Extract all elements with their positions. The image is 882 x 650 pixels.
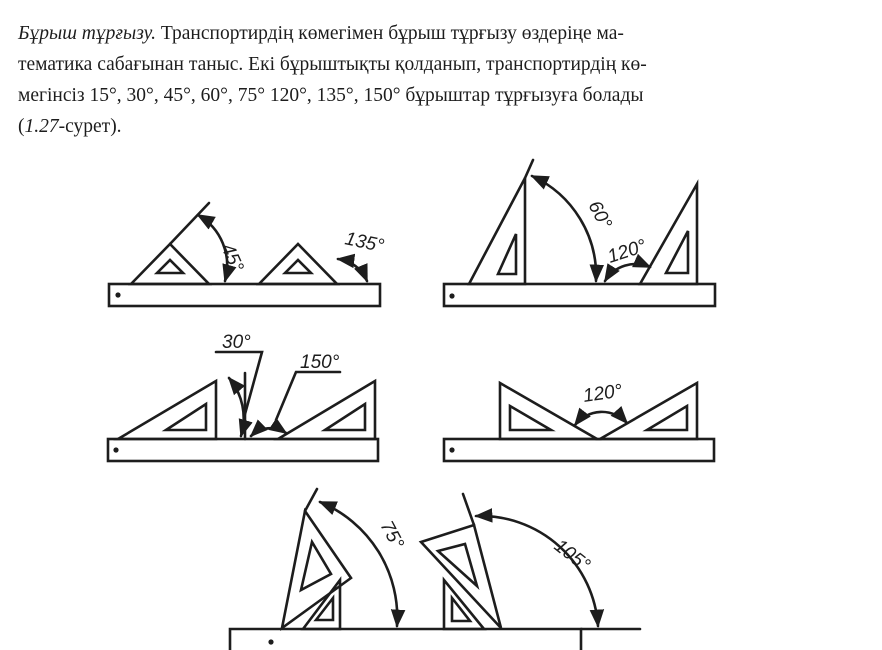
paragraph-line-3: мегінсіз 15°, 30°, 45°, 60°, 75° 120°, 135°, 150° бұрыштар тұрғызуға болады	[18, 85, 644, 106]
set-square-window	[301, 542, 331, 590]
ruler	[230, 629, 581, 650]
angle-arc	[251, 428, 286, 436]
ruler	[109, 284, 380, 306]
set-square	[421, 525, 501, 628]
ruler	[444, 284, 715, 306]
construction-line	[305, 489, 317, 511]
figure-reference: 1.27	[24, 116, 59, 137]
angle-label-30: 30°	[222, 332, 251, 353]
angle-label-120: 120°	[605, 235, 649, 268]
panel-30-150	[108, 332, 378, 461]
ruler-hole	[449, 293, 454, 298]
angle-arc	[338, 259, 367, 281]
panel-45-135	[109, 203, 386, 306]
ruler	[108, 439, 378, 461]
panel-120	[444, 381, 714, 461]
set-square-window	[498, 234, 516, 274]
construction-line	[463, 494, 474, 525]
open-paren: (	[18, 116, 25, 137]
panel-60-120	[444, 160, 715, 306]
ruler-hole	[115, 292, 120, 297]
paragraph-line-2: тематика сабағынан таныс. Екі бұрыштықты қолданып, транспортирдің кө-	[18, 54, 647, 75]
ruler-hole	[268, 639, 273, 644]
angle-label-105: 105°	[549, 535, 594, 577]
set-square-window	[157, 260, 183, 273]
construction-line	[170, 203, 209, 244]
angle-label-120: 120°	[581, 380, 624, 407]
angle-label-75: 75°	[375, 517, 408, 553]
angle-label-150: 150°	[300, 352, 340, 373]
angle-arc	[320, 502, 397, 626]
angle-label-45: 45°	[216, 240, 248, 276]
set-square	[131, 244, 209, 284]
angle-label-60: 60°	[583, 197, 616, 233]
set-square-window	[666, 231, 688, 273]
set-square-window	[285, 260, 311, 273]
line1-text: Транспортирдің көмегімен бұрыш тұрғызу өздеріңе ма-	[155, 23, 624, 44]
ruler	[444, 439, 714, 461]
ruler-hole	[113, 447, 118, 452]
set-square	[259, 244, 337, 284]
angle-arc	[575, 412, 627, 425]
angle-arc	[532, 176, 596, 281]
figure-suffix: -сурет).	[58, 116, 122, 137]
angle-arc	[229, 378, 244, 436]
ruler-hole	[449, 447, 454, 452]
term-heading: Бұрыш тұрғызу.	[18, 23, 156, 44]
leader-line	[276, 372, 340, 420]
angle-label-135: 135°	[342, 228, 386, 258]
leader-line	[216, 352, 262, 414]
panel-75-105	[230, 489, 640, 650]
